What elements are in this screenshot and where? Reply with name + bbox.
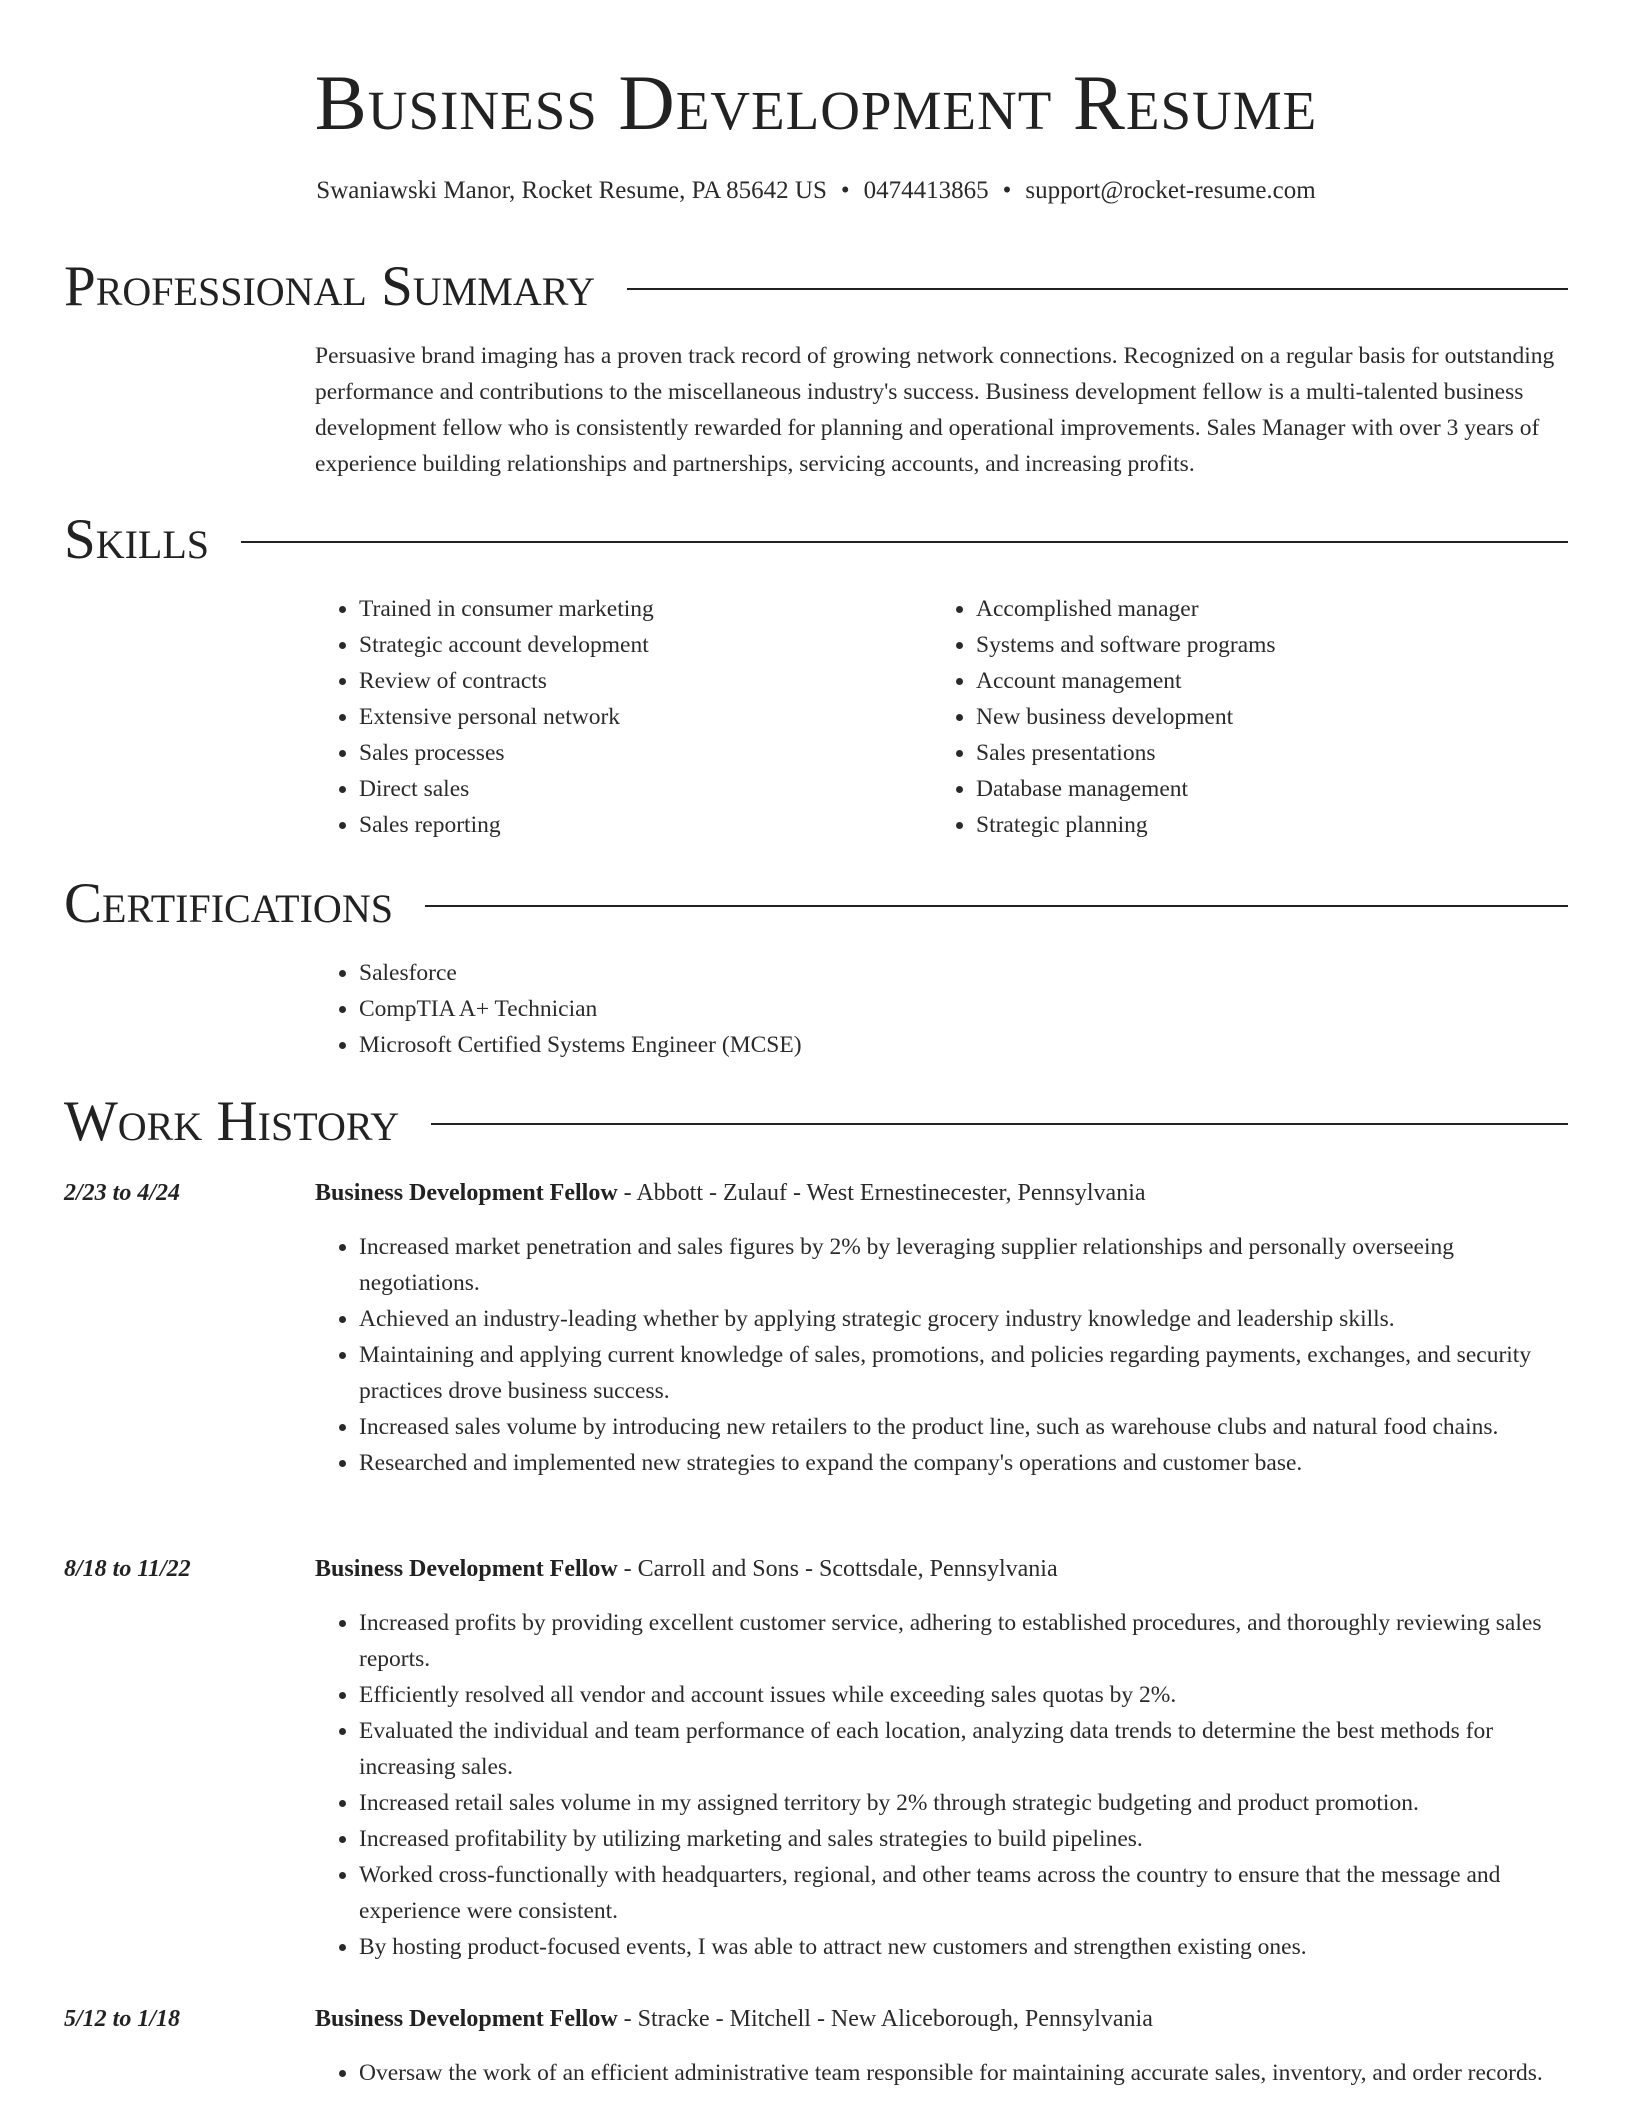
certifications-section-header	[64, 872, 1568, 936]
work-history-section-header	[64, 1090, 1568, 1154]
job-bullets	[315, 1229, 1568, 1481]
skill-item: • Strategic planning	[976, 807, 1276, 843]
job-bullet: • Increased sales volume by introducing new retailers to the product line, such as warehouse clubs and natural food chains.	[359, 1409, 1568, 1445]
skills-list	[315, 591, 654, 843]
contact-phone: 0474413865	[863, 177, 989, 204]
section-divider	[425, 905, 1568, 907]
job-employer-location: - Carroll and Sons - Scottsdale, Pennsylvania	[617, 1556, 1058, 1582]
contact-line	[0, 174, 1632, 208]
skill-item: • Sales presentations	[976, 735, 1276, 771]
skill-item: • New business development	[976, 699, 1276, 735]
job-bullet: • Increased profitability by utilizing marketing and sales strategies to build pipelines.	[359, 1821, 1568, 1857]
skills-section-header	[64, 508, 1568, 572]
job-bullets	[315, 2055, 1568, 2091]
job-bullet: • Worked cross-functionally with headquarters, regional, and other teams across the country to ensure that the message and experience were consistent.	[359, 1857, 1568, 1929]
job-bullet-list	[315, 1229, 1568, 1481]
job-bullet: • Efficiently resolved all vendor and account issues while exceeding sales quotas by 2%.	[359, 1677, 1568, 1713]
skill-item: • Database management	[976, 771, 1276, 807]
section-divider	[241, 541, 1568, 543]
contact-separator: •	[1002, 177, 1012, 204]
contact-email: support@rocket-resume.com	[1025, 177, 1316, 204]
skill-item: • Review of contracts	[359, 663, 654, 699]
job-title: Business Development Fellow	[315, 1180, 618, 1206]
job-dates: 2/23 to 4/24	[64, 1180, 181, 1206]
skill-item: • Extensive personal network	[359, 699, 654, 735]
skill-item: • Sales reporting	[359, 807, 654, 843]
skill-item: • Strategic account development	[359, 627, 654, 663]
skill-item: • Accomplished manager	[976, 591, 1276, 627]
job-bullet-list	[315, 1605, 1568, 1965]
contact-separator: •	[840, 177, 850, 204]
job-bullet: • Increased market penetration and sales figures by 2% by leveraging supplier relationships and personally overseeing negotiations.	[359, 1229, 1568, 1301]
certifications-block	[315, 955, 802, 1063]
skill-item: • Trained in consumer marketing	[359, 591, 654, 627]
skills-column-right	[932, 591, 1276, 843]
section-title: Skills	[64, 508, 210, 571]
section-title: Work History	[64, 1090, 400, 1153]
skills-list	[932, 591, 1276, 843]
certification-item: • Microsoft Certified Systems Engineer (MCSE)	[359, 1027, 802, 1063]
certification-item: • Salesforce	[359, 955, 802, 991]
job-bullet: • Increased retail sales volume in my assigned territory by 2% through strategic budgeting and product promotion.	[359, 1785, 1568, 1821]
job-heading	[315, 2001, 1153, 2037]
job-bullet: • Researched and implemented new strategies to expand the company's operations and customer base.	[359, 1445, 1568, 1481]
job-bullet: • Increased profits by providing excellent customer service, adhering to established procedures, and thoroughly reviewing sales reports.	[359, 1605, 1568, 1677]
summary-section-header	[64, 255, 1568, 319]
job-heading	[315, 1175, 1146, 1211]
section-title: Certifications	[64, 872, 393, 935]
contact-address: Swaniawski Manor, Rocket Resume, PA 85642 US	[316, 177, 827, 204]
section-divider	[431, 1123, 1568, 1125]
job-employer-location: - Stracke - Mitchell - New Aliceborough, Pennsylvania	[617, 2006, 1153, 2032]
job-dates: 5/12 to 1/18	[64, 2006, 181, 2032]
job-bullet: • Maintaining and applying current knowledge of sales, promotions, and policies regarding payments, exchanges, and security practices drove business success.	[359, 1337, 1568, 1409]
summary-text: Persuasive brand imaging has a proven track record of growing network connections. Recognized on a regular basis for outstanding performance and contributions to the miscellaneous industry's success. Business development fellow is a multi-talented business development fellow who is consistently rewarded for planning and operational improvements. Sales Manager with over 3 years of experience building relationships and partnerships, servicing accounts, and increasing profits.	[315, 343, 1555, 477]
job-bullet: • Achieved an industry-leading whether by applying strategic grocery industry knowledge and leadership skills.	[359, 1301, 1568, 1337]
skills-column-left	[315, 591, 654, 843]
job-bullet: • By hosting product-focused events, I was able to attract new customers and strengthen existing ones.	[359, 1929, 1568, 1965]
certification-item: • CompTIA A+ Technician	[359, 991, 802, 1027]
skill-item: • Sales processes	[359, 735, 654, 771]
job-dates: 8/18 to 11/22	[64, 1556, 191, 1582]
section-divider	[627, 288, 1568, 290]
job-bullet-list	[315, 2055, 1568, 2091]
section-title: Professional Summary	[64, 255, 596, 318]
job-bullets	[315, 1605, 1568, 1965]
job-heading	[315, 1551, 1058, 1587]
resume-title: Business Development Resume	[314, 59, 1318, 146]
certifications-list	[315, 955, 802, 1063]
job-title: Business Development Fellow	[315, 1556, 618, 1582]
job-title: Business Development Fellow	[315, 2006, 618, 2032]
skill-item: • Account management	[976, 663, 1276, 699]
job-bullet: • Oversaw the work of an efficient administrative team responsible for maintaining accurate sales, inventory, and order records.	[359, 2055, 1568, 2091]
job-employer-location: - Abbott - Zulauf - West Ernestinecester, Pennsylvania	[617, 1180, 1146, 1206]
skill-item: • Systems and software programs	[976, 627, 1276, 663]
skill-item: • Direct sales	[359, 771, 654, 807]
job-bullet: • Evaluated the individual and team performance of each location, analyzing data trends to determine the best methods for increasing sales.	[359, 1713, 1568, 1785]
